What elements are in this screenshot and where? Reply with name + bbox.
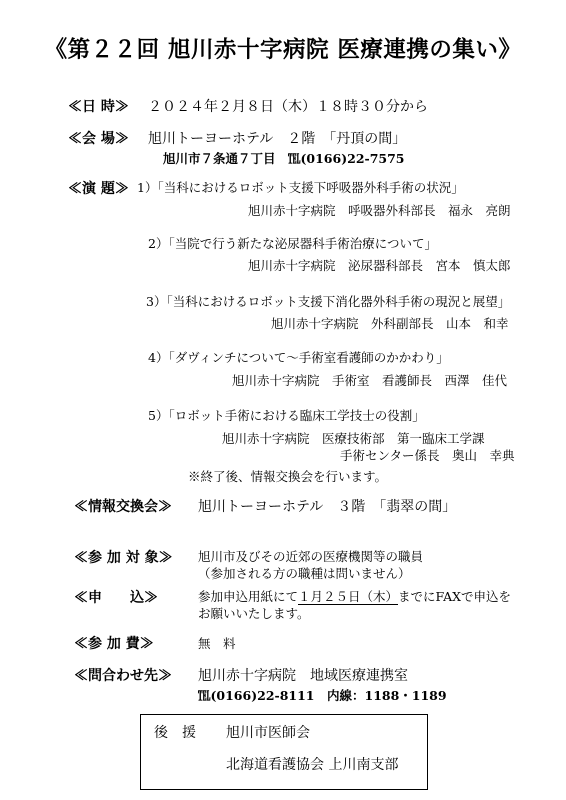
support-org-2: 北海道看護協会 上川南支部 <box>226 757 399 773</box>
topic-title-4: 4）「ダヴィンチについて～手術室看護師のかかわり」 <box>148 350 449 365</box>
target-line2: （参加される方の職種は問いません） <box>198 566 411 581</box>
target-label: ≪参 加 対 象≫ <box>74 550 173 566</box>
venue-name: 旭川トーヨーホテル ２階 「丹頂の間」 <box>148 131 407 147</box>
topics-label: ≪演 題≫ <box>68 181 129 197</box>
page-title: 《第２２回 旭川赤十字病院 医療連携の集い》 <box>44 37 522 63</box>
topic-title-1: 1）「当科におけるロボット支援下呼吸器外科手術の状況」 <box>137 180 464 195</box>
apply-line2: お願いいたします。 <box>198 606 310 621</box>
apply-label: ≪申 込≫ <box>74 590 158 606</box>
venue-address: 旭川市７条通７丁目 ℡(0166)22-7575 <box>163 151 405 166</box>
contact-line2: ℡(0166)22-8111 内線：1188・1189 <box>198 688 447 703</box>
topic-title-2: 2）「当院で行う新たな泌尿器科手術治療について」 <box>148 236 437 251</box>
datetime-label: ≪日 時≫ <box>68 99 129 115</box>
apply-deadline: １月２５日（木） <box>298 589 399 604</box>
apply-pre: 参加申込用紙にて <box>198 589 299 604</box>
topics-note: ※終了後、情報交換会を行います。 <box>188 469 388 484</box>
topic-speaker-3: 旭川赤十字病院 外科副部長 山本 和幸 <box>271 316 509 331</box>
venue-label: ≪会 場≫ <box>68 131 129 147</box>
datetime-value: ２０２４年２月８日（木）１８時３０分から <box>148 99 428 115</box>
support-org-1: 旭川市医師会 <box>226 725 310 741</box>
topic-speaker-2: 旭川赤十字病院 泌尿器科部長 宮本 慎太郎 <box>248 258 511 273</box>
exchange-value: 旭川トーヨーホテル ３階 「翡翠の間」 <box>198 499 457 515</box>
exchange-label: ≪情報交換会≫ <box>74 499 172 515</box>
topic-speaker-5-position: 手術センター係長 奥山 幸典 <box>340 448 515 463</box>
contact-line1: 旭川赤十字病院 地域医療連携室 <box>198 668 408 684</box>
fee-label: ≪参 加 費≫ <box>74 636 154 652</box>
target-line1: 旭川市及びその近郊の医療機関等の職員 <box>198 549 424 564</box>
topic-title-3: 3）「当科におけるロボット支援下消化器外科手術の現況と展望」 <box>146 294 511 309</box>
apply-post: までにFAXで申込を <box>398 589 512 604</box>
support-label: 後 援 <box>154 725 196 741</box>
apply-line1 <box>198 587 511 605</box>
fee-value: 無 料 <box>198 636 236 651</box>
topic-speaker-4: 旭川赤十字病院 手術室 看護師長 西澤 佳代 <box>232 373 508 388</box>
topic-speaker-5: 旭川赤十字病院 医療技術部 第一臨床工学課 <box>222 431 485 446</box>
topic-speaker-1: 旭川赤十字病院 呼吸器外科部長 福永 亮朗 <box>248 203 511 218</box>
topic-title-5: 5）「ロボット手術における臨床工学技士の役割」 <box>148 408 425 423</box>
contact-label: ≪問合わせ先≫ <box>74 668 172 684</box>
